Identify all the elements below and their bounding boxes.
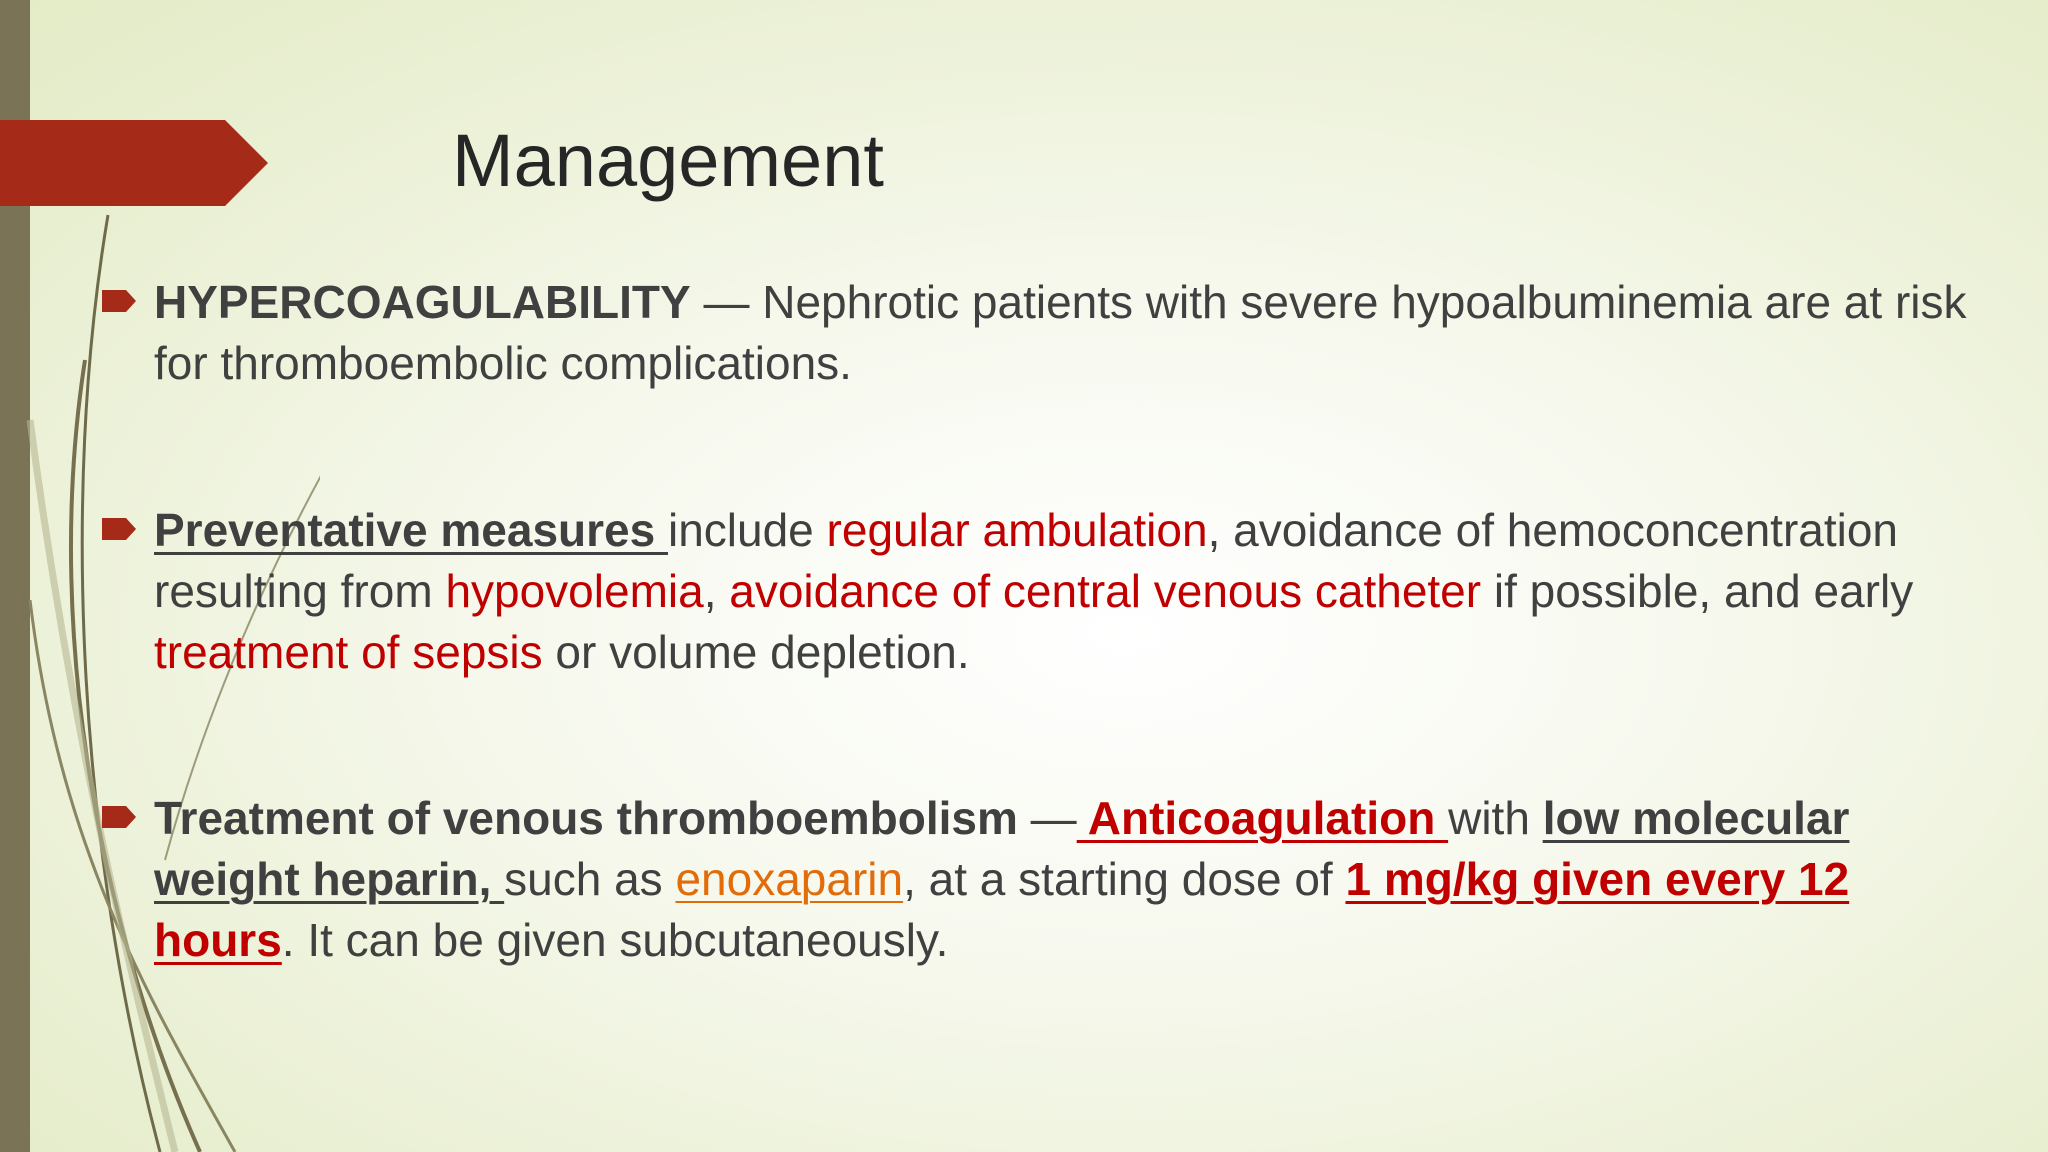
bullet-text: [154, 788, 1974, 971]
bullet-text: [154, 500, 1974, 683]
text-run: if possible, and early: [1481, 565, 1914, 617]
text-run: or volume depletion.: [542, 626, 970, 678]
text-run: such as: [504, 853, 676, 905]
dose-highlight: 1 mg/kg given every 12 hours: [154, 853, 1850, 966]
text-run: , avoidance of hemoconcentration resulting from: [154, 504, 1899, 617]
page-title: Management: [452, 119, 884, 202]
arrow-bullet-icon: [102, 288, 138, 314]
arrow-bullet-icon: [102, 804, 138, 830]
highlight-text: avoidance of central venous catheter: [729, 565, 1482, 617]
bullet-hypercoagulability: [96, 272, 1996, 394]
highlight-text: Anticoagulation: [1076, 792, 1449, 844]
bullet-treatment-vte: [96, 788, 1996, 971]
text-run: ,: [703, 565, 730, 617]
text-run: . It can be given subcutaneously.: [281, 914, 949, 966]
bold-underlined-text: low molecular weight heparin,: [154, 792, 1850, 905]
highlight-text: regular ambulation: [826, 504, 1208, 556]
text-run: , at a starting dose of: [903, 853, 1346, 905]
title-arrow-shape: [0, 120, 272, 206]
highlight-text: hypovolemia: [445, 565, 704, 617]
text-run: include: [667, 504, 827, 556]
text-run: —: [690, 276, 763, 328]
bullet-heading: Preventative measures: [154, 504, 668, 556]
bullet-text: [154, 272, 1974, 394]
highlight-text: treatment of sepsis: [154, 626, 543, 678]
bullet-preventative-measures: [96, 500, 1996, 683]
text-run: Nephrotic patients with severe hypoalbuminemia are at risk for thromboembolic complications.: [154, 276, 1967, 389]
bullet-heading: Treatment of venous thromboembolism: [154, 792, 1018, 844]
enoxaparin-link[interactable]: enoxaparin: [675, 853, 904, 905]
arrow-bullet-icon: [102, 516, 138, 542]
text-run: —: [1017, 792, 1077, 844]
bullet-heading: HYPERCOAGULABILITY: [154, 276, 691, 328]
text-run: with: [1448, 792, 1543, 844]
